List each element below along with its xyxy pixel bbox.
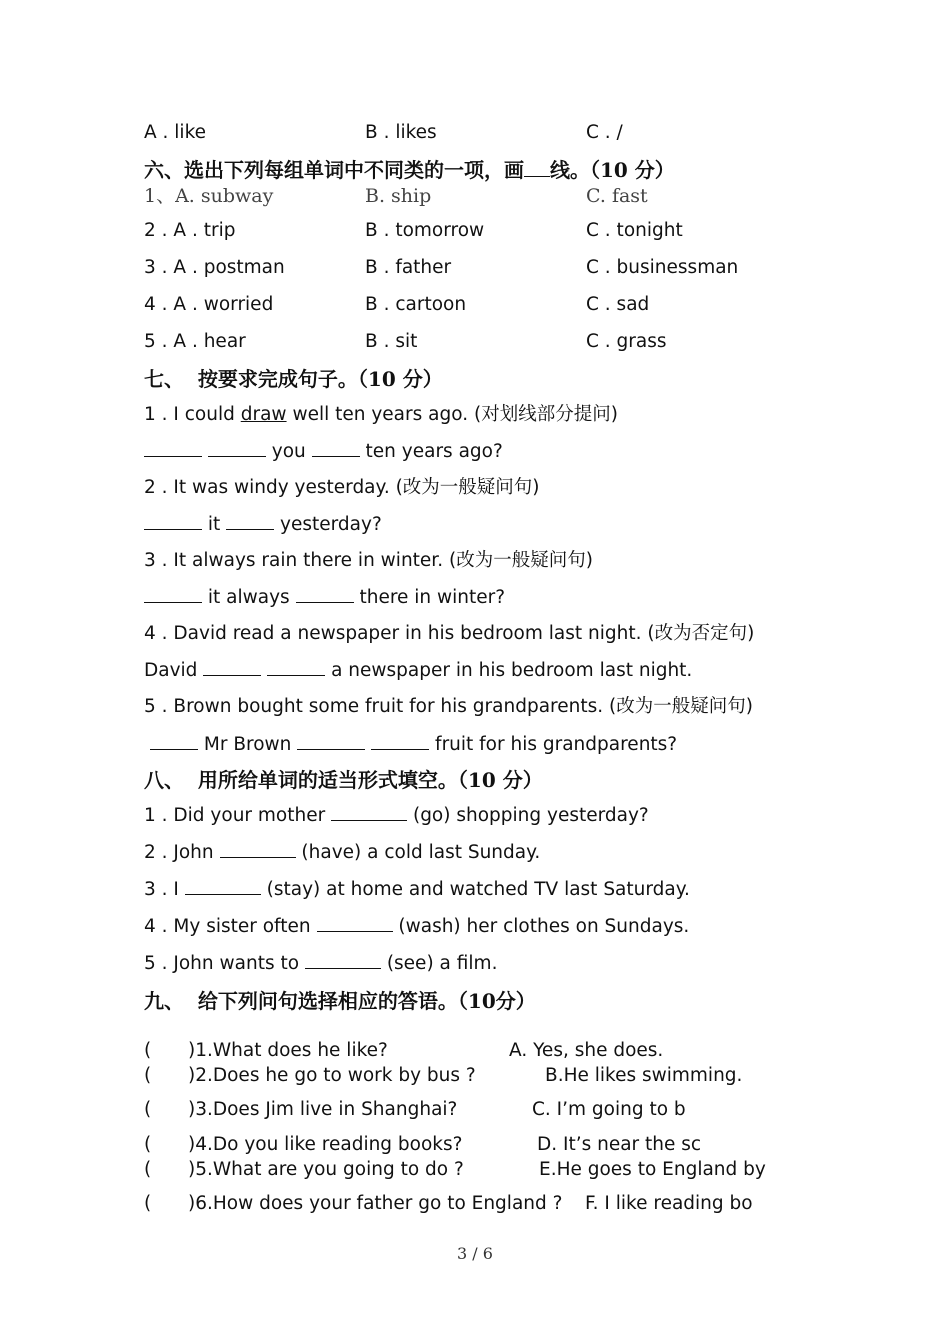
s9-paren-2[interactable]: ( — [144, 1065, 152, 1086]
s8-item3-pre: 3 . I — [144, 879, 185, 900]
s8-item1 — [144, 807, 649, 826]
s7-a5-mr: Mr Brown — [198, 734, 298, 755]
section6-heading — [144, 160, 675, 180]
s8-item5-pre: 5 . John wants to — [144, 953, 305, 974]
s7-a3 — [144, 589, 505, 608]
s8-item4 — [144, 918, 689, 937]
s7-q1-underlined-word: draw — [240, 404, 287, 425]
s6-row3-b: B . father — [365, 257, 452, 278]
s6-row1-c: C. fast — [586, 185, 648, 207]
option-c: C . / — [586, 122, 623, 143]
answer-blank[interactable] — [331, 819, 407, 821]
answer-blank[interactable] — [371, 748, 429, 750]
answer-blank[interactable] — [296, 601, 354, 603]
answer-blank[interactable] — [144, 601, 202, 603]
s6-row3-a: 3 . A . postman — [144, 257, 285, 278]
section8-heading: 八、 用所给单词的适当形式填空。（10 分） — [144, 768, 543, 792]
s7-q5: 5 . Brown bought some fruit for his grandparents. (改为一般疑问句) — [144, 696, 753, 717]
s9-question-2: )2.Does he go to work by bus ? — [188, 1065, 476, 1086]
s8-item3-post: (stay) at home and watched TV last Saturday. — [260, 879, 690, 900]
s9-answer-f: F. I like reading bo — [585, 1193, 753, 1214]
option-b: B . likes — [365, 122, 437, 143]
s8-item3 — [144, 881, 690, 900]
s9-answer-d: D. It’s near the sc — [537, 1134, 702, 1155]
s7-a2 — [144, 516, 382, 535]
s7-a3-end: there in winter? — [353, 587, 506, 608]
answer-blank[interactable] — [226, 528, 274, 530]
answer-blank[interactable] — [144, 528, 202, 530]
answer-blank[interactable] — [305, 967, 381, 969]
s8-item4-post: (wash) her clothes on Sundays. — [392, 916, 690, 937]
answer-blank[interactable] — [317, 930, 393, 932]
s6-row4-b: B . cartoon — [365, 294, 467, 315]
s7-a2-it: it — [202, 514, 227, 535]
s7-a1-end: ten years ago? — [359, 441, 503, 462]
s7-a3-mid: it always — [202, 587, 296, 608]
s9-question-1: )1.What does he like? — [188, 1040, 388, 1061]
answer-blank[interactable] — [185, 893, 261, 895]
answer-blank[interactable] — [208, 455, 266, 457]
s7-q4: 4 . David read a newspaper in his bedroom last night. (改为否定句) — [144, 623, 755, 644]
s6-row1-b: B. ship — [365, 185, 432, 207]
s6-row2-b: B . tomorrow — [365, 220, 485, 241]
s8-item5-post: (see) a film. — [380, 953, 498, 974]
s9-answer-e: E.He goes to England by — [539, 1159, 766, 1180]
s7-a4 — [144, 662, 692, 681]
s9-question-6: )6.How does your father go to England ? — [188, 1193, 563, 1214]
section7-heading: 七、 按要求完成句子。（10 分） — [144, 367, 443, 391]
answer-blank[interactable] — [203, 674, 261, 676]
s9-answer-a: A. Yes, she does. — [509, 1040, 664, 1061]
option-a: A . like — [144, 122, 207, 143]
s7-a1 — [144, 443, 503, 462]
s8-item4-pre: 4 . My sister often — [144, 916, 317, 937]
heading-blank — [524, 175, 550, 177]
s9-paren-6[interactable]: ( — [144, 1193, 152, 1214]
answer-blank[interactable] — [220, 856, 296, 858]
s6-row5-c: C . grass — [586, 331, 667, 352]
s9-paren-5[interactable]: ( — [144, 1159, 152, 1180]
answer-blank[interactable] — [312, 455, 360, 457]
s7-q1 — [144, 406, 618, 425]
s9-question-4: )4.Do you like reading books? — [188, 1134, 463, 1155]
s6-row2-c: C . tonight — [586, 220, 683, 241]
answer-blank[interactable] — [150, 748, 198, 750]
s6-row1-a: 1、A. subway — [144, 185, 274, 207]
answer-blank[interactable] — [267, 674, 325, 676]
s8-item1-post: (go) shopping yesterday? — [407, 805, 649, 826]
section6-heading-pre: 六、选出下列每组单词中不同类的一项，画 — [144, 158, 524, 182]
s9-answer-b: B.He likes swimming. — [545, 1065, 743, 1086]
s7-q3: 3 . It always rain there in winter. (改为一般疑问句) — [144, 550, 593, 571]
s9-paren-4[interactable]: ( — [144, 1134, 152, 1155]
s9-paren-1[interactable]: ( — [144, 1040, 152, 1061]
answer-blank[interactable] — [297, 748, 365, 750]
s7-q2: 2 . It was windy yesterday. (改为一般疑问句) — [144, 477, 540, 498]
s8-item5 — [144, 955, 497, 974]
s7-a2-end: yesterday? — [274, 514, 382, 535]
s9-question-3: )3.Does Jim live in Shanghai? — [188, 1099, 458, 1120]
s6-row4-a: 4 . A . worried — [144, 294, 274, 315]
answer-blank[interactable] — [144, 455, 202, 457]
s9-question-5: )5.What are you going to do ? — [188, 1159, 464, 1180]
s9-paren-3[interactable]: ( — [144, 1099, 152, 1120]
s7-q1-post: well ten years ago. (对划线部分提问) — [286, 404, 618, 425]
s6-row4-c: C . sad — [586, 294, 650, 315]
s6-row2-a: 2 . A . trip — [144, 220, 236, 241]
s8-item2-pre: 2 . John — [144, 842, 220, 863]
s8-item2 — [144, 844, 540, 863]
s7-a1-you: you — [265, 441, 312, 462]
page-number: 3 / 6 — [457, 1244, 493, 1263]
s7-q1-pre: 1 . I could — [144, 404, 241, 425]
s8-item2-post: (have) a cold last Sunday. — [295, 842, 541, 863]
section6-heading-post: 线。（10 分） — [550, 158, 675, 182]
s6-row5-b: B . sit — [365, 331, 418, 352]
s6-row5-a: 5 . A . hear — [144, 331, 246, 352]
s7-a5 — [150, 736, 677, 755]
s6-row3-c: C . businessman — [586, 257, 739, 278]
s7-a4-start: David — [144, 660, 204, 681]
s8-item1-pre: 1 . Did your mother — [144, 805, 332, 826]
s7-a5-end: fruit for his grandparents? — [429, 734, 678, 755]
s9-answer-c: C. I’m going to b — [532, 1099, 686, 1120]
section9-heading: 九、 给下列问句选择相应的答语。（10分） — [144, 989, 536, 1013]
s7-a4-end: a newspaper in his bedroom last night. — [325, 660, 693, 681]
